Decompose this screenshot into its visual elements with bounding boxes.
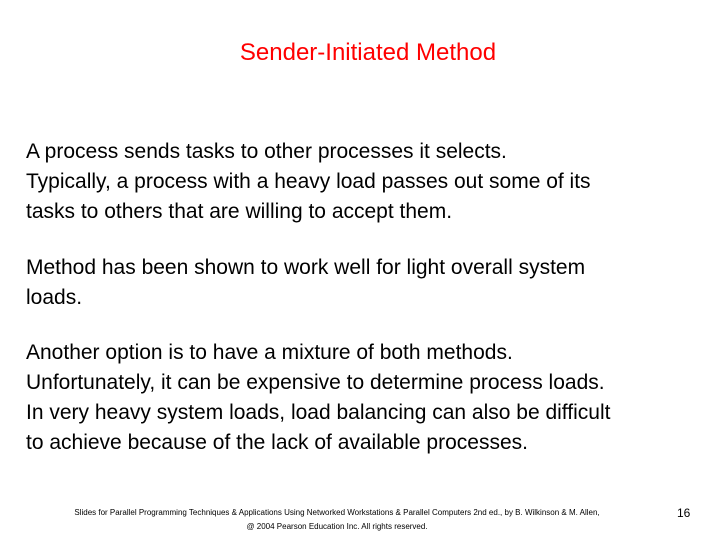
page-number: 16 [677, 506, 691, 520]
paragraph-light-load-performance: Method has been shown to work well for light overall system loads. [26, 256, 586, 309]
footer-citation: Slides for Parallel Programming Techniques & Applications Using Networked Workstations & Parallel Computers 2nd ed., by B. Wilkinson & M. Allen, @ 2004 Pearson Education Inc. All rights reserved. [74, 508, 600, 531]
paragraph-process-sends-tasks: A process sends tasks to other processes it selects. Typically, a process with a heavy load passes out some of its tasks to others that are willing to accept them. [26, 140, 591, 223]
paragraph-mixture-option: Another option is to have a mixture of both methods. Unfortunately, it can be expensive to determine process loads. In very heavy system loads, load balancing can also be difficult to achieve because of the lack of available processes. [26, 341, 611, 454]
slide-title: Sender-Initiated Method [239, 39, 497, 66]
